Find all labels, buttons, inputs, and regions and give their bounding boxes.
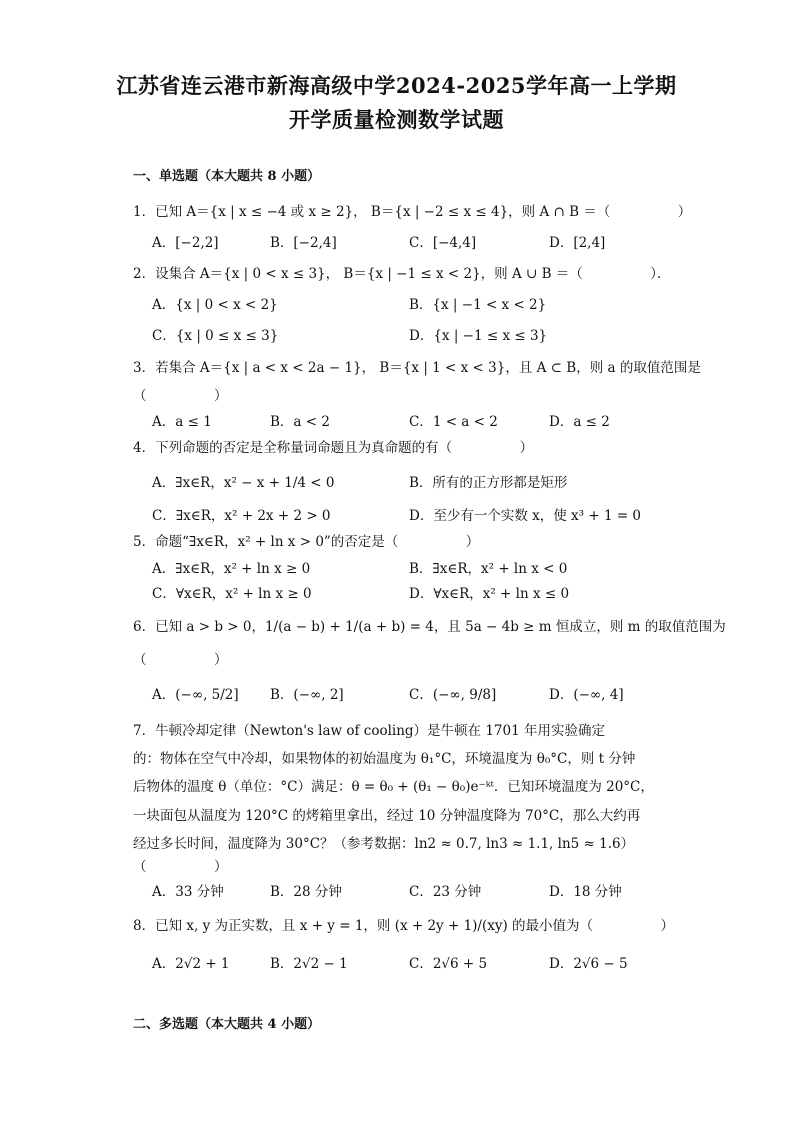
option-b: B．28 分钟 <box>270 884 342 900</box>
option-a: A．∃x∈R，x² − x + 1/4 < 0 <box>152 475 335 491</box>
question-7-options <box>152 880 652 902</box>
option-b: B．{x | −1 < x < 2} <box>409 297 547 313</box>
option-c: C．[−4,4] <box>409 235 477 251</box>
option-b: B．∃x∈R，x² + ln x < 0 <box>409 561 568 577</box>
option-c: C．{x | 0 ≤ x ≤ 3} <box>152 328 279 344</box>
option-b: B．a < 2 <box>270 414 330 430</box>
option-a: A．33 分钟 <box>152 884 224 900</box>
question-6-options <box>152 683 652 705</box>
question-6-answer-bracket: （ ） <box>133 652 228 668</box>
option-a: A．[−2,2] <box>152 235 219 251</box>
question-4-options-row2 <box>152 504 652 526</box>
question-3-answer-bracket: （ ） <box>133 388 228 404</box>
question-4-stem: 4．下列命题的否定是全称量词命题且为真命题的有（ ） <box>133 440 534 456</box>
page-title: 江苏省连云港市新海高级中学2024-2025学年高一上学期 <box>116 73 677 98</box>
option-a: A．∃x∈R，x² + ln x ≥ 0 <box>152 561 311 577</box>
option-b: B．所有的正方形都是矩形 <box>409 475 568 491</box>
option-b: B．[−2,4] <box>270 235 337 251</box>
option-a: A．(−∞, 5/2] <box>152 687 239 703</box>
section-heading-multiple-choice: 二、多选题（本大题共 4 小题） <box>133 1017 321 1032</box>
page-subtitle: 开学质量检测数学试题 <box>289 107 504 132</box>
question-2-options-row1 <box>152 293 652 315</box>
question-5-stem: 5．命题“∃x∈R，x² + ln x > 0”的否定是（ ） <box>133 534 480 550</box>
option-d: D．18 分钟 <box>549 884 622 900</box>
question-5-options-row2 <box>152 582 652 604</box>
question-8-options <box>152 952 652 974</box>
question-3-stem: 3．若集合 A＝{x | a < x < 2a − 1}， B＝{x | 1 < x < 3}，且 A ⊂ B，则 a 的取值范围是 <box>133 360 701 376</box>
question-7-line-3: 后物体的温度 θ（单位：°C）满足：θ = θ₀ + (θ₁ − θ₀)e⁻ᵏᵗ．已知环境温度为 20°C， <box>133 779 654 795</box>
option-d: D．至少有一个实数 x，使 x³ + 1 = 0 <box>409 508 642 524</box>
option-c: C．(−∞, 9/8] <box>409 687 497 703</box>
option-d: D．{x | −1 ≤ x ≤ 3} <box>409 328 548 344</box>
question-1-options <box>152 231 652 253</box>
option-c: C．2√6 + 5 <box>409 956 488 972</box>
option-d: D．a ≤ 2 <box>549 414 610 430</box>
question-7-line-4: 一块面包从温度为 120°C 的烤箱里拿出，经过 10 分钟温度降为 70°C，那么大约再 <box>133 808 641 824</box>
question-7-line-2: 的：物体在空气中冷却，如果物体的初始温度为 θ₁°C，环境温度为 θ₀°C，则 t 分钟 <box>133 751 636 767</box>
question-7-answer-bracket: （ ） <box>133 859 228 875</box>
option-a: A．2√2 + 1 <box>152 956 230 972</box>
option-c: C．23 分钟 <box>409 884 482 900</box>
question-2-options-row2 <box>152 324 652 346</box>
option-c: C．1 < a < 2 <box>409 414 498 430</box>
question-2-stem: 2．设集合 A＝{x | 0 < x ≤ 3}， B＝{x | −1 ≤ x < 2}，则 A ∪ B ＝（ ）． <box>133 266 671 282</box>
question-7-line-1: 7．牛顿冷却定律（Newton's law of cooling）是牛顿在 1701 年用实验确定 <box>133 723 605 739</box>
option-b: B．(−∞, 2] <box>270 687 344 703</box>
question-8-stem: 8．已知 x, y 为正实数，且 x + y = 1，则 (x + 2y + 1)/(xy) 的最小值为（ ） <box>133 918 675 934</box>
option-a: A．{x | 0 < x < 2} <box>152 297 278 313</box>
option-d: D．[2,4] <box>549 235 606 251</box>
question-7-line-5: 经过多长时间，温度降为 30°C？（参考数据：ln2 ≈ 0.7, ln3 ≈ 1.1, ln5 ≈ 1.6） <box>133 836 635 852</box>
question-1-stem: 1．已知 A＝{x | x ≤ −4 或 x ≥ 2}， B＝{x | −2 ≤ x ≤ 4}，则 A ∩ B ＝（ ） <box>133 204 692 220</box>
option-a: A．a ≤ 1 <box>152 414 212 430</box>
option-d: D．(−∞, 4] <box>549 687 624 703</box>
option-c: C．∀x∈R，x² + ln x ≥ 0 <box>152 586 312 602</box>
question-6-stem: 6．已知 a > b > 0，1/(a − b) + 1/(a + b) = 4，且 5a − 4b ≥ m 恒成立，则 m 的取值范围为 <box>133 619 726 635</box>
question-4-options-row1 <box>152 471 652 493</box>
option-b: B．2√2 − 1 <box>270 956 348 972</box>
question-5-options-row1 <box>152 557 652 579</box>
option-d: D．∀x∈R，x² + ln x ≤ 0 <box>409 586 570 602</box>
option-c: C．∃x∈R，x² + 2x + 2 > 0 <box>152 508 331 524</box>
question-3-options <box>152 410 652 432</box>
section-heading-single-choice: 一、单选题（本大题共 8 小题） <box>133 169 321 184</box>
option-d: D．2√6 − 5 <box>549 956 628 972</box>
